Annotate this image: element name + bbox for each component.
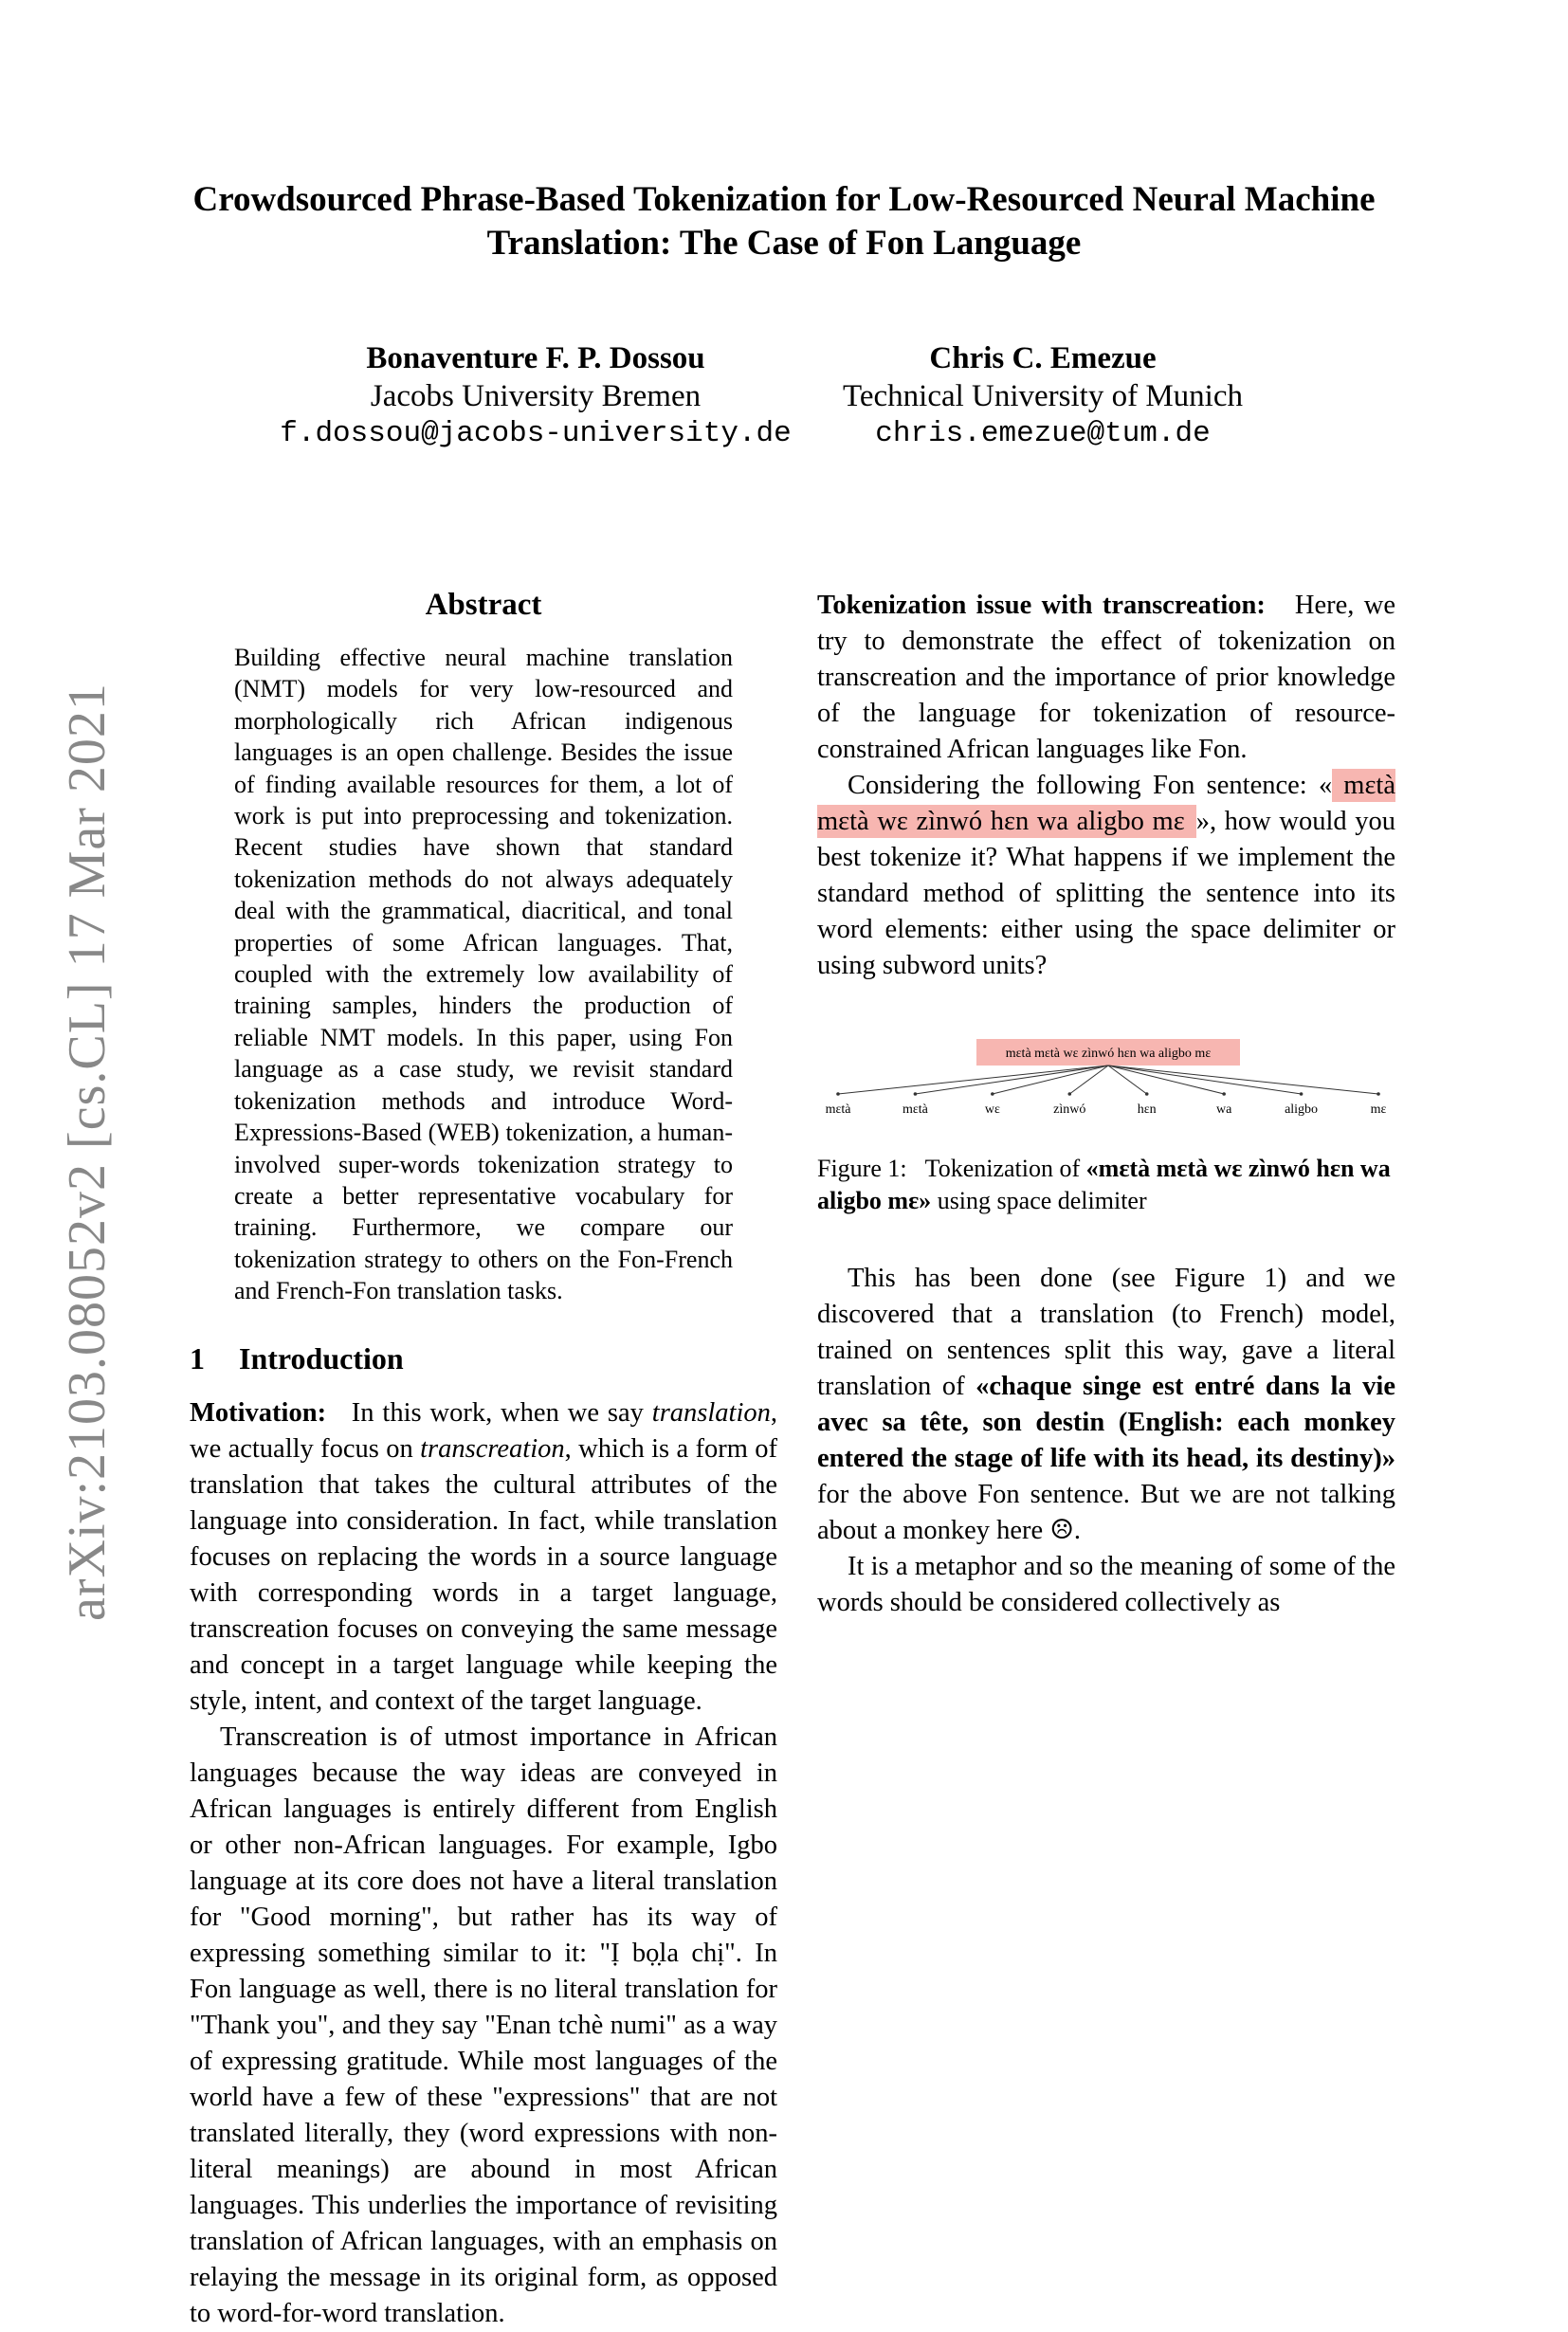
token-label: wa (1215, 1102, 1232, 1117)
arrow-group (836, 1066, 1380, 1096)
arxiv-stamp: arXiv:2103.08052v2 [cs.CL] 17 Mar 2021 (58, 683, 117, 1621)
arrow-head (914, 1092, 918, 1096)
text-run: In this work, when we say (351, 1397, 652, 1428)
bold-translation: «chaque singe est entré dans la vie avec sa tête, son destin (English: each monkey entered the stage of life with its head, its destiny)» (817, 1372, 1395, 1473)
caption-bold: «mɛtà mɛtà wɛ zìnwó hɛn wa aligbo mɛ» (817, 1155, 1391, 1214)
tokenization-paragraph (817, 588, 1395, 768)
metaphor-paragraph: It is a metaphor and so the meaning of some of the words should be considered collectively as (817, 1552, 1395, 1617)
section-heading (190, 1341, 777, 1376)
author-email: f.dossou@jacobs-university.de (280, 417, 792, 450)
text-run: Considering the following Fon sentence: « (848, 771, 1333, 800)
author-name: Bonaventure F. P. Dossou (366, 341, 705, 375)
emphasis: transcreation (420, 1433, 565, 1464)
arrow-head (1145, 1092, 1149, 1096)
text-run: , we actually focus on (190, 1397, 778, 1464)
transcreation-paragraph: Transcreation is of utmost importance in African languages because the way ideas are conveyed in African languages is entirely different from English or other non-African languages. For example, Igbo language at its core does not have a literal translation for "Good morning", but rather has its way of expressing something similar to it: "Ị bọ̣la chị". In Fon language as well, there is no literal translation for "Thank you", and they say "Enan tchè numi" as a way of expressing gratitude. While most languages of the world have a few of these "expressions" that are not translated literally, they (word expressions with non-literal meanings) are abound in most African languages. This underlies the importance of revisiting translation of African languages, with an emphasis on relaying the message in its original form, as opposed to word-for-word translation. (190, 1722, 777, 2328)
arrow-head (1222, 1092, 1226, 1096)
motivation-paragraph (190, 1395, 777, 1720)
token-label: wɛ (984, 1102, 1000, 1117)
fon-sentence-paragraph (817, 768, 1395, 984)
arrow-head (991, 1092, 994, 1096)
token-arrow (1108, 1066, 1378, 1094)
figure-1 (817, 1031, 1395, 1145)
section-number: 1 (190, 1340, 205, 1376)
token-label: mɛtà (825, 1102, 851, 1117)
token-label: mɛ (1370, 1102, 1387, 1117)
text-run: Tokenization of (924, 1155, 1086, 1182)
highlighted-sentence: mɛtà mɛtà wɛ zìnwó hɛn wa aligbo mɛ (817, 771, 1395, 836)
text-run: , which is a form of translation that takes the cultural attributes of the language into consideration. In fact, while translation focuses on replacing the words in a source language with corresponding words in a target language, transcreation focuses on conveying the same message and concept in a target language while keeping the style, intent, and context of the target language. (190, 1433, 778, 1716)
text-run: Here, we try to demonstrate the effect of tokenization on transcreation and the importance of prior knowledge of the language for tokenization of resource-constrained African languages like Fon. (817, 591, 1396, 764)
token-arrow (838, 1066, 1108, 1094)
author-2 (825, 339, 1261, 453)
token-label: mɛtà (902, 1102, 928, 1117)
figure-caption (817, 1153, 1395, 1217)
abstract-text: Building effective neural machine translation (NMT) models for very low-resourced and morphologically rich African indigenous languages is an open challenge. Besides the issue of finding available resources for them, a lot of work is put into preprocessing and tokenization. Recent studies have shown that standard tokenization methods do not always adequately deal with the grammatical, diacritical, and tonal properties of some African languages. That, coupled with the extremely low availability of training samples, hinders the production of reliable NMT models. In this paper, using Fon language as a case study, we revisit standard tokenization methods and introduce Word-Expressions-Based (WEB) tokenization, a human-involved super-words tokenization strategy to create a better representative vocabulary for training. Furthermore, we compare our tokenization strategy to others on the Fon-French and French-Fon translation tasks. (234, 644, 733, 1305)
emphasis: translation (651, 1397, 771, 1428)
text-run: », how would you best tokenize it? What happens if we implement the standard method of splitting the sentence into its word elements: either using the space delimiter or using subword units? (817, 807, 1395, 980)
left-column (190, 588, 777, 2332)
token-label: hɛn (1137, 1102, 1157, 1117)
motivation-label: Motivation: (190, 1397, 327, 1428)
arrow-head (1300, 1092, 1304, 1096)
sentence-text: mɛtà mɛtà wɛ zìnwó hɛn wa aligbo mɛ (1005, 1047, 1212, 1061)
token-group (826, 1102, 1387, 1117)
author-email: chris.emezue@tum.de (875, 417, 1211, 450)
author-name: Chris C. Emezue (929, 341, 1157, 375)
token-label: aligbo (1285, 1102, 1319, 1117)
paper-title: Crowdsourced Phrase-Based Tokenization for Low-Resourced Neural Machine Translation: The Case of Fon Language (192, 180, 1376, 263)
section-title: Introduction (239, 1340, 404, 1376)
abstract-heading: Abstract (425, 588, 542, 622)
token-label: zìnwó (1053, 1102, 1086, 1117)
author-1 (242, 339, 830, 453)
arrow-head (836, 1092, 840, 1096)
arrow-head (1067, 1092, 1071, 1096)
author-affiliation: Jacobs University Bremen (370, 379, 702, 413)
tokenization-label: Tokenization issue with transcreation: (817, 591, 1266, 620)
result-paragraph (817, 1261, 1395, 1549)
arrow-head (1377, 1092, 1380, 1096)
author-affiliation: Technical University of Munich (843, 379, 1243, 413)
text-run: This has been done (see Figure 1) and we discovered that a translation (to French) model, trained on sentences split this way, gave a literal translation of (817, 1264, 1395, 1401)
right-column (817, 588, 1395, 1621)
text-run: using space delimiter (931, 1187, 1147, 1214)
text-run: for the above Fon sentence. But we are not talking about a monkey here ☹. (817, 1480, 1395, 1545)
tokenization-diagram (817, 1031, 1395, 1145)
caption-label: Figure 1: (817, 1155, 907, 1182)
